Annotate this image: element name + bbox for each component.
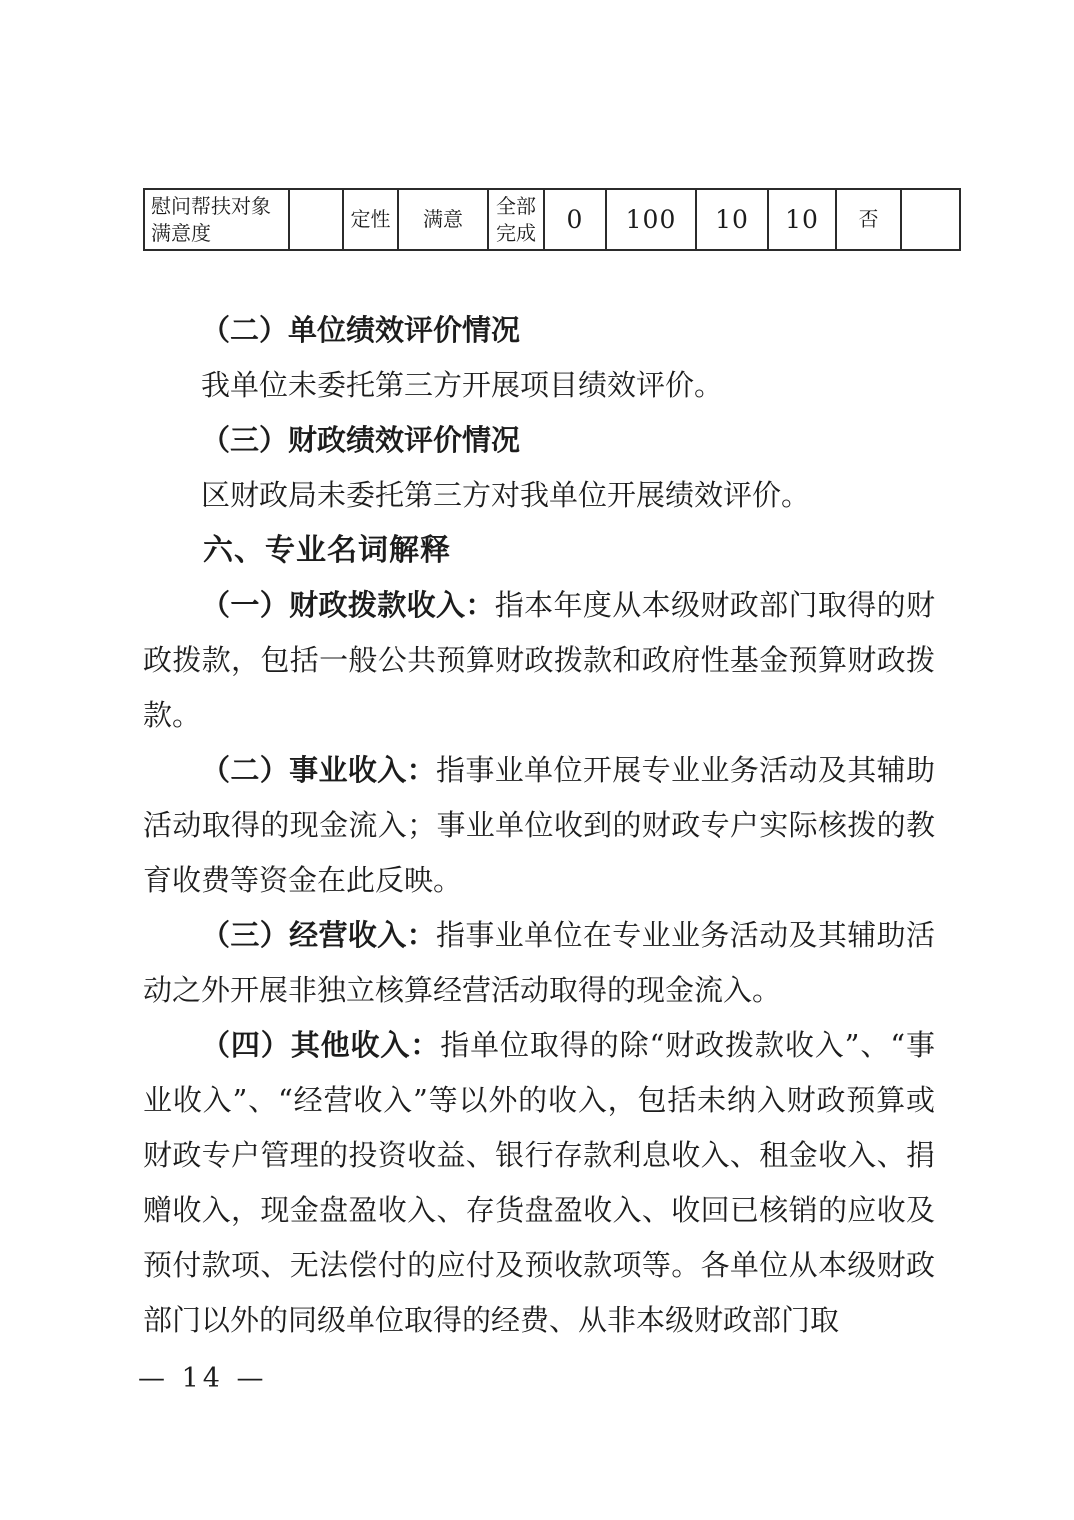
table-cell-empty-2 [901,189,960,250]
term-definition-other-income [143,1018,935,1348]
heading-unit-performance-eval: （二）单位绩效评价情况 [201,313,521,347]
table-cell-target-value: 满意 [398,189,488,250]
term-definition-fiscal-appropriation-income [143,578,935,743]
term-body-2: 指事业单位开展专业业务活动及其辅助活动取得的现金流入；事业单位收到的财政专户实际核拨的教育收费等资金在此反映。 [143,753,935,897]
table-cell-actual-value: 全部完成 [488,189,544,250]
table-cell-indicator-type: 定性 [343,189,398,250]
term-body-1: 指本年度从本级财政部门取得的财政拨款，包括一般公共预算财政拨款和政府性基金预算财政拨款。 [143,588,935,732]
paragraph-unit-performance-eval: 我单位未委托第三方开展项目绩效评价。 [201,368,724,402]
table-cell-completion-rate: 100 [606,189,696,250]
document-body [143,303,935,1348]
paragraph-fiscal-performance-eval: 区财政局未委托第三方对我单位开展绩效评价。 [201,478,811,512]
table-row [144,189,960,250]
table-cell-empty-1 [289,189,343,250]
term-definition-business-income [143,908,935,1018]
performance-indicator-table [143,188,961,251]
heading-fiscal-performance-eval: （三）财政绩效评价情况 [201,423,521,457]
table-cell-deviation: 0 [544,189,606,250]
term-body-3: 指事业单位在专业业务活动及其辅助活动之外开展非独立核算经营活动取得的现金流入。 [143,918,935,1007]
term-definition-operating-income [143,743,935,908]
heading-glossary-section: 六、专业名词解释 [203,533,451,568]
term-lead-2: （二）事业收入： [201,753,436,787]
term-lead-4: （四）其他收入： [201,1028,441,1062]
table-cell-indicator-name: 慰问帮扶对象满意度 [144,189,289,250]
term-body-4: 指单位取得的除“财政拨款收入”、“事业收入”、“经营收入”等以外的收入，包括未纳入财政预算或财政专户管理的投资收益、银行存款利息收入、租金收入、捐赠收入，现金盘盈收入、存货盘盈收入、收回已核销的应收及预付款项、无法偿付的应付及预收款项等。各单位从本级财政部门以外的同级单位取得的经费、从非本级财政部门取 [143,1028,935,1337]
page-number: — 14 — [138,1363,268,1394]
table-cell-score: 10 [768,189,836,250]
term-lead-1: （一）财政拨款收入： [201,588,495,622]
table-cell-flag: 否 [836,189,901,250]
term-lead-3: （三）经营收入： [201,918,436,952]
table-cell-weight: 10 [696,189,768,250]
